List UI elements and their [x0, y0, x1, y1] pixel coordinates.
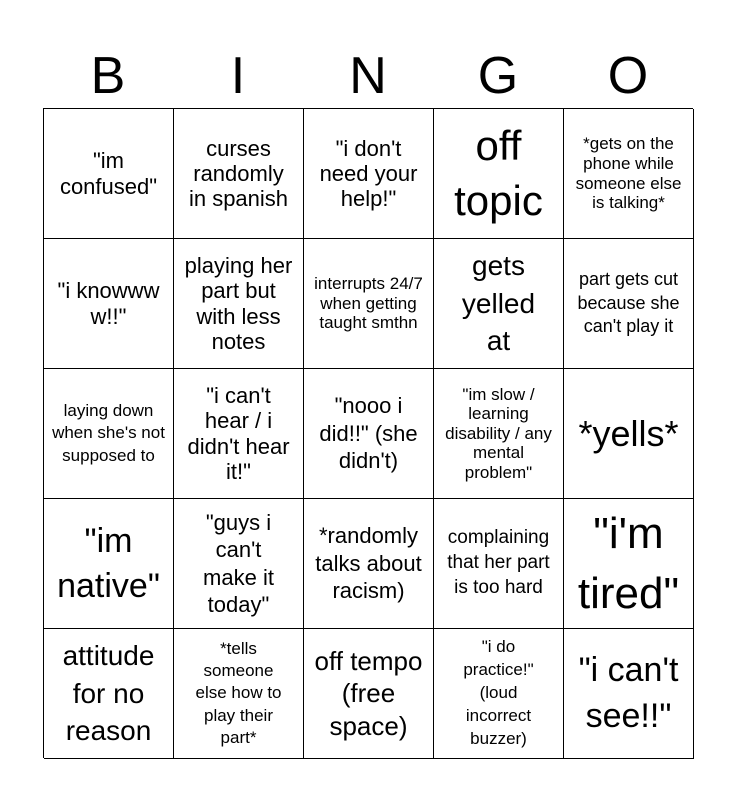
- cell-text: playing her part but with less notes: [184, 252, 293, 354]
- bingo-cell[interactable]: [434, 109, 564, 239]
- cell-text: interrupts 24/7 when getting taught smthn: [314, 274, 423, 333]
- cell-text: *yells*: [578, 412, 679, 454]
- cell-text: "im confused": [59, 148, 158, 199]
- cell-text: *randomly talks about racism): [315, 523, 422, 604]
- cell-text: off tempo (free space): [314, 645, 423, 741]
- cell-text: "im slow / learning disability / any mental problem": [445, 384, 552, 482]
- bingo-cell[interactable]: [44, 239, 174, 369]
- bingo-cell[interactable]: [44, 499, 174, 629]
- cell-text: attitude for no reason: [62, 639, 155, 747]
- bingo-cell[interactable]: [174, 499, 304, 629]
- bingo-cell[interactable]: [564, 369, 694, 499]
- bingo-cell[interactable]: [44, 369, 174, 499]
- bingo-cell[interactable]: [304, 369, 434, 499]
- bingo-cell[interactable]: [44, 629, 174, 759]
- bingo-cell[interactable]: [564, 239, 694, 369]
- bingo-cell[interactable]: [304, 629, 434, 759]
- cell-text: "im native": [57, 522, 160, 605]
- bingo-cell[interactable]: [434, 239, 564, 369]
- cell-text: part gets cut because she can't play it: [577, 269, 680, 337]
- bingo-cell[interactable]: [434, 629, 564, 759]
- cell-text: laying down when she's not supposed to: [52, 401, 165, 465]
- bingo-cell[interactable]: [304, 109, 434, 239]
- bingo-cell[interactable]: [174, 109, 304, 239]
- cell-text: gets yelled at: [461, 249, 536, 357]
- cell-text: complaining that her part is too hard: [447, 527, 550, 598]
- bingo-cell[interactable]: [434, 369, 564, 499]
- cell-text: "guys i can't make it today": [203, 509, 274, 617]
- cell-text: off topic: [454, 121, 543, 224]
- bingo-cell[interactable]: [564, 499, 694, 629]
- cell-text: curses randomly in spanish: [188, 135, 289, 212]
- header-letter-i: I: [230, 47, 246, 105]
- cell-text: "i knowwww!!": [57, 278, 160, 329]
- cell-text: *gets on the phone while someone else is talking*: [575, 134, 682, 213]
- bingo-cell[interactable]: [174, 239, 304, 369]
- bingo-header: [43, 44, 693, 108]
- header-letter-n: N: [349, 47, 387, 105]
- bingo-cell[interactable]: [174, 369, 304, 499]
- bingo-cell[interactable]: [564, 629, 694, 759]
- cell-text: "i don't need your help!": [319, 135, 418, 212]
- bingo-cell[interactable]: [304, 499, 434, 629]
- cell-text: "i do practice!" (loud incorrect buzzer): [463, 637, 534, 748]
- bingo-cell[interactable]: [304, 239, 434, 369]
- bingo-cell[interactable]: [434, 499, 564, 629]
- header-letter-o: O: [607, 47, 649, 105]
- bingo-cell[interactable]: [564, 109, 694, 239]
- cell-text: "i'm tired": [577, 509, 680, 618]
- header-letter-g: G: [477, 47, 519, 105]
- cell-text: "nooo i did!!" (she didn't): [319, 393, 418, 474]
- header-letter-b: B: [90, 47, 126, 105]
- bingo-cell[interactable]: [174, 629, 304, 759]
- bingo-board: [43, 108, 693, 758]
- cell-text: *tells someone else how to play their part*: [195, 639, 282, 747]
- bingo-cell[interactable]: [44, 109, 174, 239]
- cell-text: "i can't see!!": [578, 650, 679, 735]
- cell-text: "i can't hear / i didn't hear it!": [187, 382, 290, 484]
